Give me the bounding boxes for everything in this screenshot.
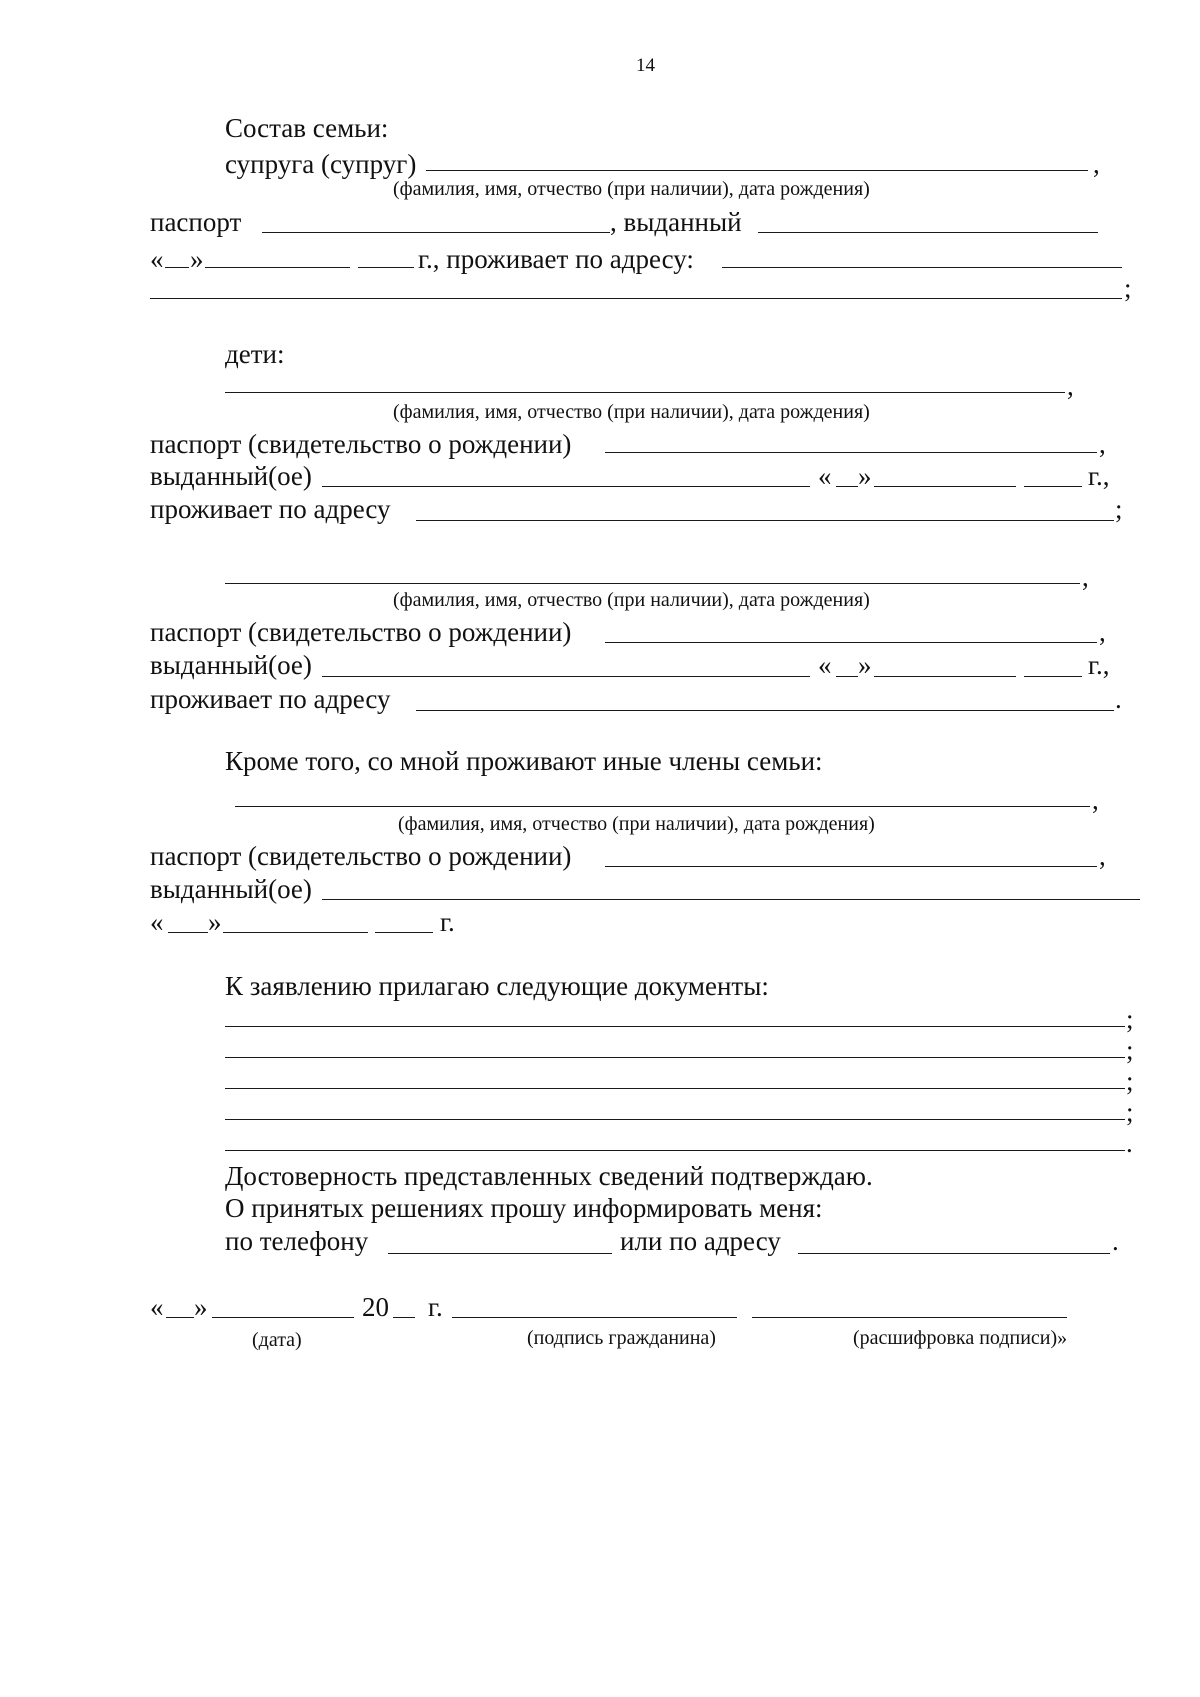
signature-year-prefix: 20 [362,1292,389,1322]
document-line-4[interactable] [225,1119,1125,1120]
other-member-year-label: г. [440,907,455,937]
child2-address-label: проживает по адресу [150,684,391,714]
child1-passport-field[interactable] [605,452,1097,453]
document-semicolon-2: ; [1126,1035,1134,1065]
other-member-passport-label: паспорт (свидетельство о рождении) [150,841,572,871]
child1-passport-comma: , [1099,429,1106,459]
child1-year-field[interactable] [1024,486,1082,487]
spouse-year-field[interactable] [358,267,414,268]
signature-year-field[interactable] [393,1317,415,1318]
child2-year-label: г., [1088,650,1110,680]
child2-month-field[interactable] [874,676,1016,677]
other-member-day-field[interactable] [168,932,208,933]
child2-passport-label: паспорт (свидетельство о рождении) [150,617,572,647]
child1-address-label: проживает по адресу [150,494,391,524]
spouse-quote-open: « [150,244,164,274]
document-semicolon-3: ; [1126,1066,1134,1096]
child1-fio-caption: (фамилия, имя, отчество (при наличии), дата рождения) [393,401,870,423]
child1-year-label: г., [1088,461,1110,491]
child1-month-field[interactable] [874,486,1016,487]
document-line-2[interactable] [225,1057,1125,1058]
signature-quote-close: » [194,1292,208,1322]
child2-fio-caption: (фамилия, имя, отчество (при наличии), дата рождения) [393,589,870,611]
document-line-3[interactable] [225,1088,1125,1089]
document-semicolon-1: ; [1126,1004,1134,1034]
child2-passport-field[interactable] [605,642,1097,643]
other-member-issued-label: выданный(ое) [150,874,312,904]
spouse-issued-by-field[interactable] [758,232,1098,233]
other-member-name-field[interactable] [235,806,1090,807]
child2-comma: , [1082,562,1089,592]
spouse-quote-close: » [190,244,204,274]
signature-year-suffix: г. [428,1292,443,1322]
other-member-year-field[interactable] [375,932,433,933]
child2-quote-open: « [818,650,832,680]
other-member-comma: , [1092,785,1099,815]
spouse-fio-caption: (фамилия, имя, отчество (при наличии), дата рождения) [393,178,870,200]
child1-quote-close: » [858,461,872,491]
child1-issued-label: выданный(ое) [150,461,312,491]
child1-quote-open: « [818,461,832,491]
other-member-passport-field[interactable] [605,866,1097,867]
documents-heading: К заявлению прилагаю следующие документы: [225,971,769,1001]
date-caption: (дата) [252,1329,302,1351]
document-line-1[interactable] [225,1026,1125,1027]
page-number: 14 [636,55,655,76]
spouse-name-field[interactable] [426,170,1088,171]
other-member-month-field[interactable] [223,932,368,933]
document-semicolon-4: ; [1126,1097,1134,1127]
child2-period: . [1115,684,1122,714]
citizen-signature-field[interactable] [452,1317,737,1318]
child2-address-field[interactable] [416,710,1114,711]
spouse-month-field[interactable] [205,267,350,268]
child1-address-field[interactable] [416,520,1114,521]
child2-day-field[interactable] [836,676,858,677]
or-address-label: или по адресу [620,1226,781,1256]
child2-issued-by-field[interactable] [322,676,810,677]
phone-field[interactable] [388,1253,612,1254]
signature-decode-caption: (расшифровка подписи)» [853,1327,1068,1349]
spouse-passport-field[interactable] [262,232,610,233]
spouse-issued-label: , выданный [610,207,742,237]
spouse-passport-label: паспорт [150,207,242,237]
document-period: . [1126,1128,1133,1158]
other-member-quote-close: » [208,907,222,937]
other-member-quote-open: « [150,907,164,937]
document-line-5[interactable] [225,1150,1125,1151]
child1-semicolon: ; [1115,494,1123,524]
spouse-address-field-2[interactable] [150,298,1122,299]
signature-caption: (подпись гражданина) [527,1327,716,1349]
confirmation-line-1: Достоверность представленных сведений подтверждаю. [225,1161,873,1191]
confirmation-line-2: О принятых решениях прошу информировать меня: [225,1193,823,1223]
child2-issued-label: выданный(ое) [150,650,312,680]
spouse-semicolon: ; [1124,273,1132,303]
spouse-comma: , [1093,149,1100,179]
contact-period: . [1112,1226,1119,1256]
spouse-year-address-label: г., проживает по адресу: [418,244,694,274]
children-heading: дети: [225,339,285,369]
spouse-label: супруга (супруг) [225,149,417,179]
other-members-heading: Кроме того, со мной проживают иные члены семьи: [225,746,823,776]
child1-issued-by-field[interactable] [322,486,810,487]
spouse-address-field[interactable] [722,267,1122,268]
child2-year-field[interactable] [1024,676,1082,677]
other-member-issued-by-field[interactable] [322,899,1140,900]
child1-name-field[interactable] [225,392,1065,393]
child1-passport-label: паспорт (свидетельство о рождении) [150,429,572,459]
phone-label: по телефону [225,1226,369,1256]
other-member-passport-comma: , [1099,841,1106,871]
child1-comma: , [1067,371,1074,401]
child2-name-field[interactable] [225,583,1080,584]
family-heading: Состав семьи: [225,113,389,143]
contact-address-field[interactable] [798,1253,1110,1254]
other-member-fio-caption: (фамилия, имя, отчество (при наличии), дата рождения) [398,813,875,835]
signature-month-field[interactable] [212,1317,354,1318]
signature-decode-field[interactable] [752,1317,1067,1318]
signature-quote-open: « [150,1292,164,1322]
child1-day-field[interactable] [836,486,858,487]
child2-passport-comma: , [1099,617,1106,647]
signature-day-field[interactable] [166,1317,194,1318]
child2-quote-close: » [858,650,872,680]
spouse-day-field[interactable] [165,267,189,268]
